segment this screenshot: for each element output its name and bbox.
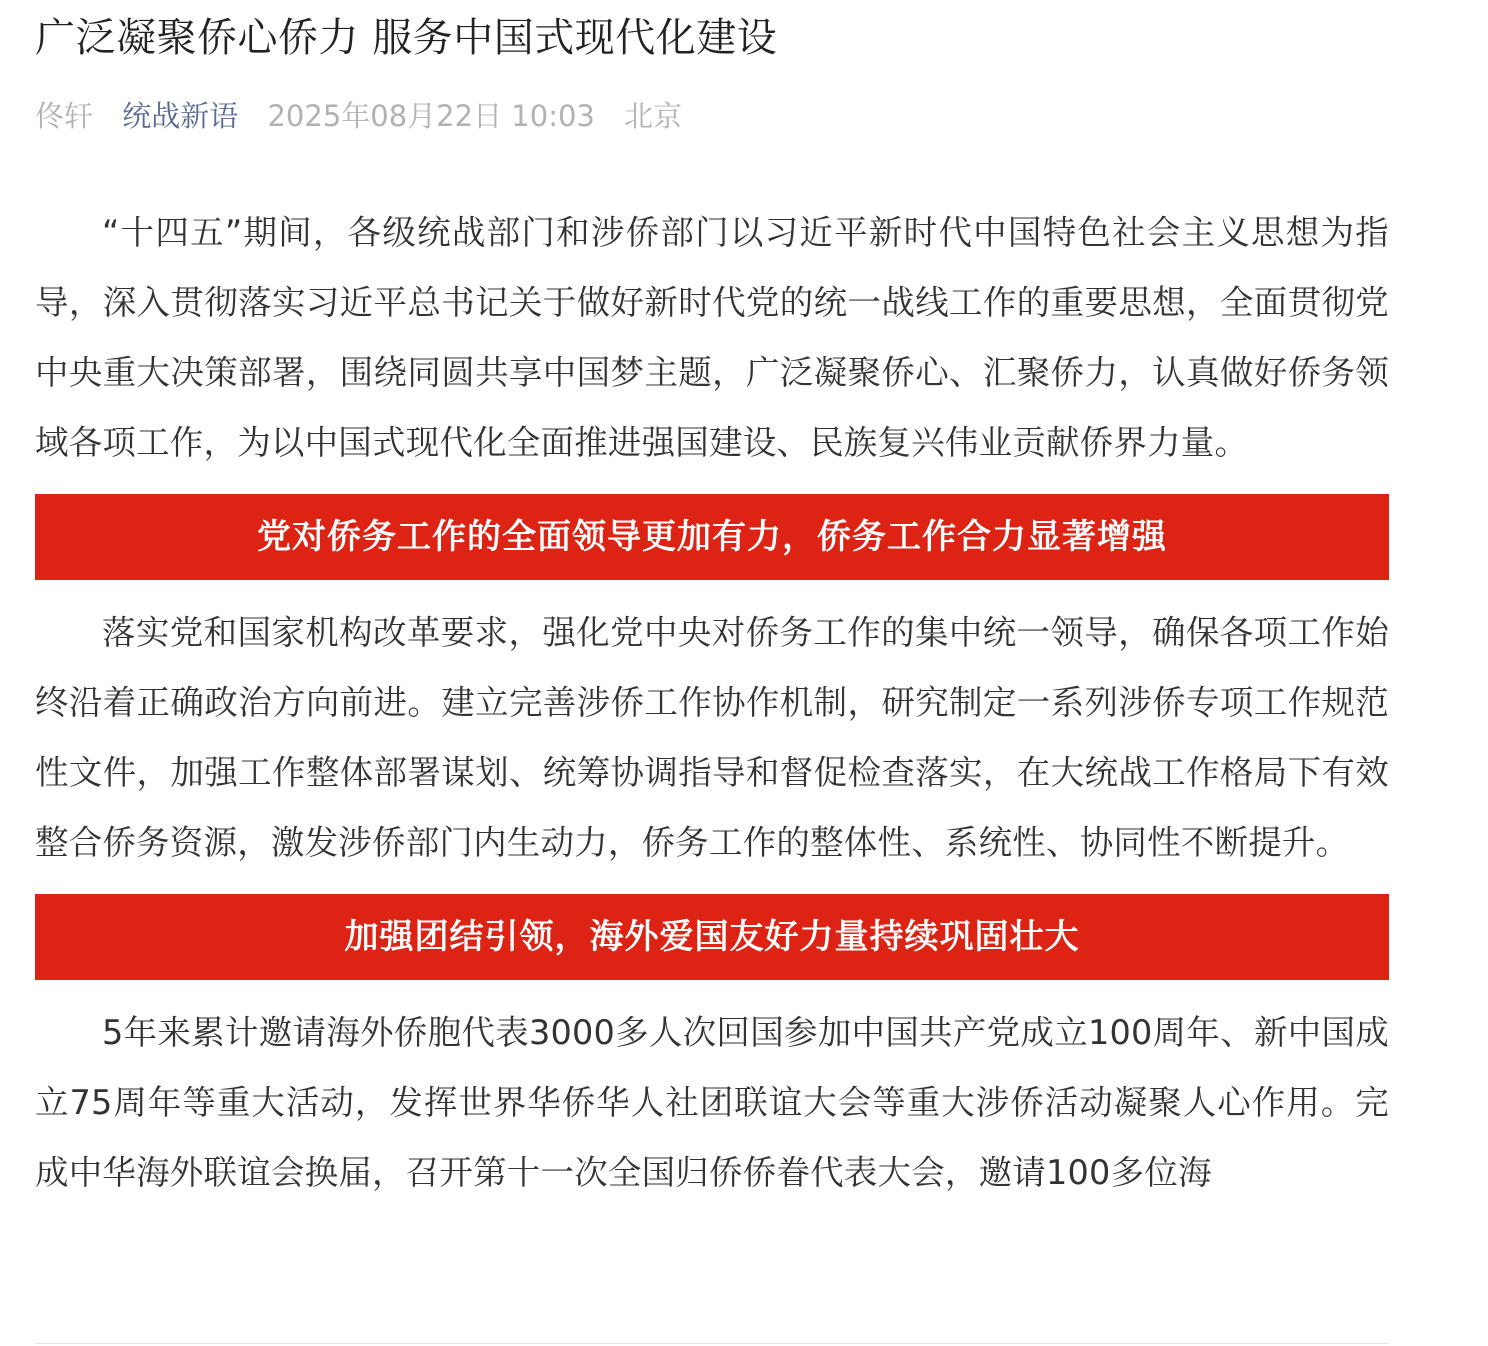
article <box>35 0 1389 1208</box>
section-heading: 党对侨务工作的全面领导更加有力，侨务工作合力显著增强 <box>35 494 1389 580</box>
author-name: 佟轩 <box>35 99 94 133</box>
article-paragraph: 落实党和国家机构改革要求，强化党中央对侨务工作的集中统一领导，确保各项工作始终沿着正确政治方向前进。建立完善涉侨工作协作机制，研究制定一系列涉侨专项工作规范性文件，加强工作整体部署谋划、统筹协调指导和督促检查落实，在大统战工作格局下有效整合侨务资源，激发涉侨部门内生动力，侨务工作的整体性、系统性、协同性不断提升。 <box>35 613 1389 862</box>
article-meta <box>35 98 1389 134</box>
article-title: 广泛凝聚侨心侨力 服务中国式现代化建设 <box>35 15 778 61</box>
account-name-link[interactable]: 统战新语 <box>122 99 239 133</box>
divider <box>35 1343 1389 1344</box>
publish-location: 北京 <box>624 99 683 133</box>
article-paragraph: “十四五”期间，各级统战部门和涉侨部门以习近平新时代中国特色社会主义思想为指导，深入贯彻落实习近平总书记关于做好新时代党的统一战线工作的重要思想，全面贯彻党中央重大决策部署，围绕同圆共享中国梦主题，广泛凝聚侨心、汇聚侨力，认真做好侨务领域各项工作，为以中国式现代化全面推进强国建设、民族复兴伟业贡献侨界力量。 <box>35 213 1389 462</box>
section-heading: 加强团结引领，海外爱国友好力量持续巩固壮大 <box>35 894 1389 980</box>
article-paragraph: 5年来累计邀请海外侨胞代表3000多人次回国参加中国共产党成立100周年、新中国成立75周年等重大活动，发挥世界华侨华人社团联谊大会等重大涉侨活动凝聚人心作用。完成中华海外联谊会换届，召开第十一次全国归侨侨眷代表大会，邀请100多位海 <box>35 1013 1389 1192</box>
publish-datetime: 2025年08月22日 10:03 <box>267 99 595 133</box>
